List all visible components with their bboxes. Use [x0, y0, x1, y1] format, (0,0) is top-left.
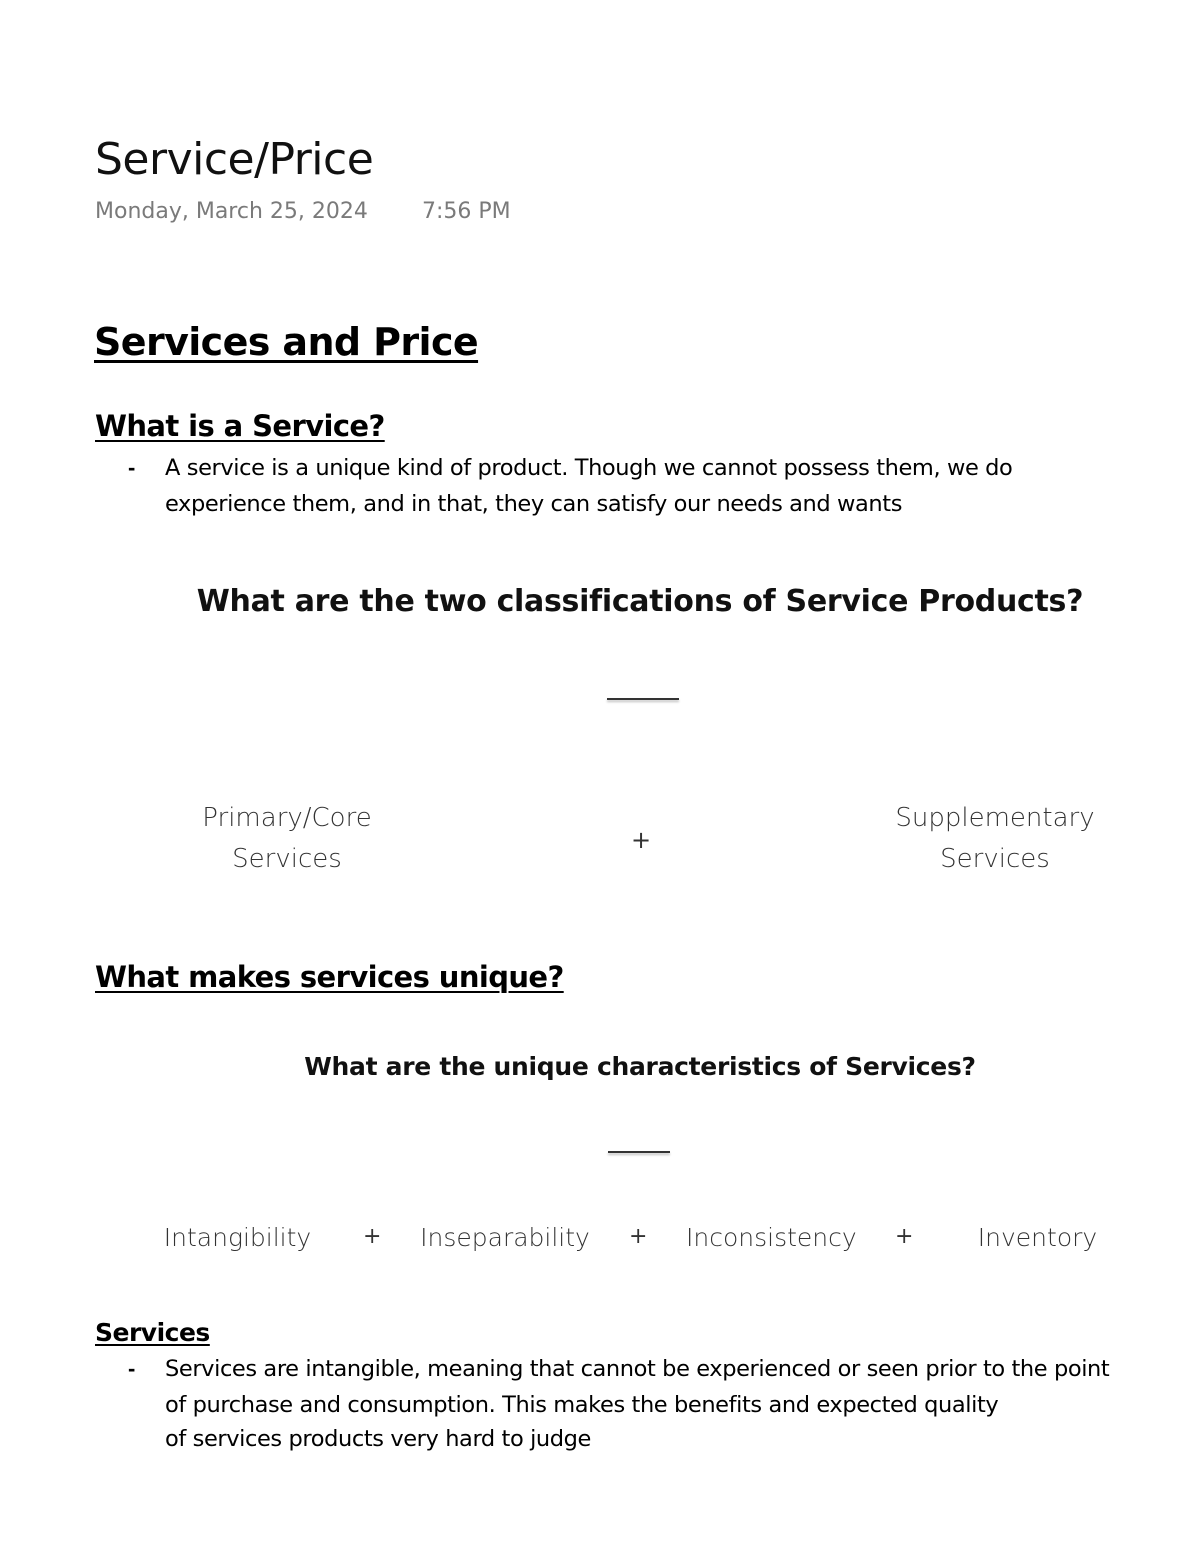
slide-image-characteristics — [150, 1040, 1130, 1280]
main-heading: Services and Price — [94, 320, 479, 364]
plus-sign: + — [631, 826, 652, 854]
slide-divider — [607, 698, 679, 700]
slide-image-classifications — [150, 570, 1130, 900]
services-heading: Services — [95, 1318, 210, 1347]
slide-divider — [608, 1151, 670, 1153]
page-time: 7:56 PM — [422, 199, 511, 224]
bullet-marker: - — [128, 455, 136, 480]
slide-heading-classifications: What are the two classifications of Service Products? — [196, 584, 1084, 619]
page-title: Service/Price — [95, 134, 374, 185]
plus-sign: + — [895, 1224, 914, 1249]
bullet-marker: - — [128, 1356, 136, 1381]
term-intangibility: Intangibility — [163, 1223, 312, 1252]
page-date: Monday, March 25, 2024 — [95, 199, 368, 224]
what-is-service-bullet: A service is a unique kind of product. Though we cannot possess them, we do experience them, and in that, they can satisfy our needs and wants — [165, 455, 1013, 517]
term-primary-core: Primary/Core Services — [202, 803, 372, 874]
term-inseparability: Inseparability — [420, 1223, 590, 1252]
term-supplementary: Supplementary Services — [895, 803, 1095, 874]
plus-sign: + — [363, 1224, 382, 1249]
slide-heading-characteristics: What are the unique characteristics of Services? — [304, 1052, 976, 1081]
term-inconsistency: Inconsistency — [686, 1223, 857, 1252]
unique-heading: What makes services unique? — [95, 960, 564, 994]
plus-sign: + — [629, 1224, 648, 1249]
term-inventory: Inventory — [977, 1223, 1098, 1252]
services-bullet-clipped-line — [165, 1424, 1135, 1452]
clipped-text: of services products very hard to judge — [165, 1426, 591, 1452]
what-is-service-heading: What is a Service? — [95, 409, 385, 443]
services-bullet: Services are intangible, meaning that cannot be experienced or seen prior to the point of purchase and consumption. This makes the benefits and expected quality — [165, 1356, 1110, 1418]
